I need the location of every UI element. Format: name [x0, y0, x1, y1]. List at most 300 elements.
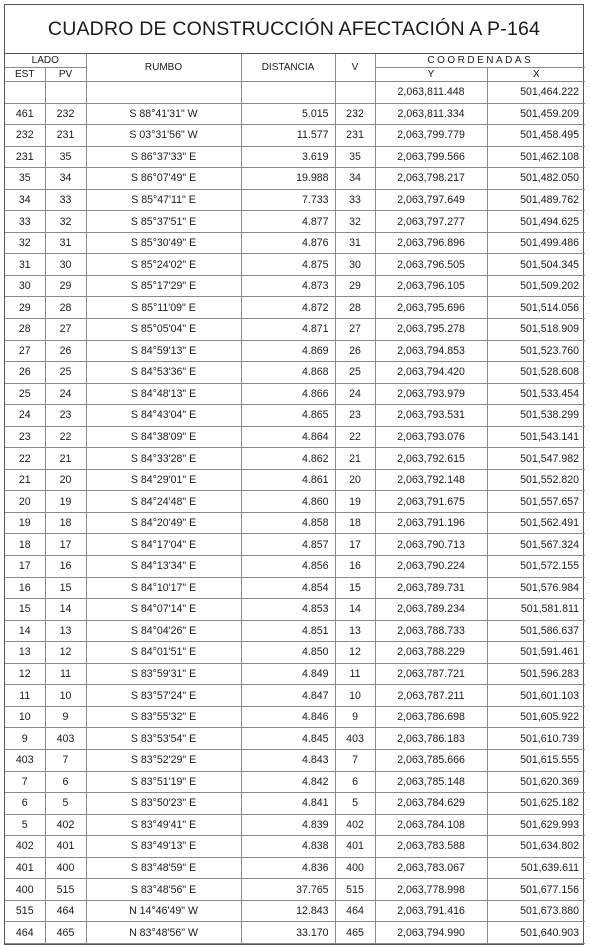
- v-cell: 464: [335, 900, 375, 922]
- est-cell: 10: [5, 706, 45, 728]
- est-cell: 35: [5, 168, 45, 190]
- v-cell: 232: [335, 103, 375, 125]
- table-row: [5, 620, 585, 642]
- distancia-cell: 4.861: [241, 469, 335, 491]
- distancia-cell: 11.577: [241, 125, 335, 147]
- est-cell: 464: [5, 922, 45, 944]
- distancia-cell: 4.838: [241, 836, 335, 858]
- distancia-cell: 4.850: [241, 642, 335, 664]
- rumbo-cell: S 84°29'01" E: [86, 469, 241, 491]
- table-row: [5, 125, 585, 147]
- rumbo-cell: S 83°57'24" E: [86, 685, 241, 707]
- table-row: [5, 297, 585, 319]
- coord-y-cell: 2,063,811.334: [375, 103, 487, 125]
- v-cell: 14: [335, 599, 375, 621]
- distancia-cell: 4.875: [241, 254, 335, 276]
- coord-y-cell: 2,063,790.224: [375, 556, 487, 578]
- rumbo-cell: S 86°37'33" E: [86, 146, 241, 168]
- pv-cell: 19: [45, 491, 86, 513]
- distancia-cell: 4.846: [241, 706, 335, 728]
- rumbo-cell: S 83°52'29" E: [86, 749, 241, 771]
- rumbo-cell: S 85°05'04" E: [86, 319, 241, 341]
- rumbo-cell: S 03°31'56" W: [86, 125, 241, 147]
- distancia-cell: 4.877: [241, 211, 335, 233]
- distancia-cell: 4.843: [241, 749, 335, 771]
- est-cell: 33: [5, 211, 45, 233]
- est-cell: 400: [5, 879, 45, 901]
- table-row: [5, 232, 585, 254]
- v-cell: 24: [335, 383, 375, 405]
- distancia-cell: 4.876: [241, 232, 335, 254]
- coord-y-cell: 2,063,798.217: [375, 168, 487, 190]
- pv-cell: 20: [45, 469, 86, 491]
- distancia-cell: 12.843: [241, 900, 335, 922]
- pv-cell: 464: [45, 900, 86, 922]
- est-cell: 403: [5, 749, 45, 771]
- table-row: [5, 900, 585, 922]
- v-cell: 31: [335, 232, 375, 254]
- v-cell: 33: [335, 189, 375, 211]
- pv-cell: 6: [45, 771, 86, 793]
- rumbo-cell: S 84°20'49" E: [86, 512, 241, 534]
- table-row: [5, 879, 585, 901]
- coord-y-cell: 2,063,796.505: [375, 254, 487, 276]
- header-pv: PV: [45, 68, 86, 82]
- est-cell: 22: [5, 448, 45, 470]
- coord-y-cell: 2,063,793.531: [375, 405, 487, 427]
- coord-x-cell: 501,625.182: [487, 793, 585, 815]
- coord-x-cell: 501,494.625: [487, 211, 585, 233]
- rumbo-cell: S 84°07'14" E: [86, 599, 241, 621]
- v-cell: 12: [335, 642, 375, 664]
- coord-y-cell: 2,063,795.278: [375, 319, 487, 341]
- coord-x-cell: 501,528.608: [487, 362, 585, 384]
- distancia-cell: 4.864: [241, 426, 335, 448]
- coord-y-cell: 2,063,787.211: [375, 685, 487, 707]
- rumbo-cell: S 84°33'28" E: [86, 448, 241, 470]
- rumbo-cell: S 83°59'31" E: [86, 663, 241, 685]
- pv-cell: 31: [45, 232, 86, 254]
- table-row: [5, 642, 585, 664]
- v-cell: 21: [335, 448, 375, 470]
- coord-x-cell: 501,620.369: [487, 771, 585, 793]
- v-cell: 231: [335, 125, 375, 147]
- rumbo-cell: N 83°48'56" W: [86, 922, 241, 944]
- coord-y-cell: 2,063,778.998: [375, 879, 487, 901]
- pv-cell: 231: [45, 125, 86, 147]
- coord-x-cell: 501,639.611: [487, 857, 585, 879]
- est-cell: 231: [5, 146, 45, 168]
- est-cell: 13: [5, 642, 45, 664]
- construction-table: [5, 54, 585, 944]
- coord-y-cell: 2,063,790.713: [375, 534, 487, 556]
- distancia-cell: 4.869: [241, 340, 335, 362]
- v-cell: 32: [335, 211, 375, 233]
- v-cell: 23: [335, 405, 375, 427]
- distancia-cell: 4.865: [241, 405, 335, 427]
- rumbo-cell: S 83°49'41" E: [86, 814, 241, 836]
- empty-cell: [335, 82, 375, 104]
- coord-x-cell: 501,572.155: [487, 556, 585, 578]
- coord-x-cell: 501,518.909: [487, 319, 585, 341]
- table-row: [5, 663, 585, 685]
- rumbo-cell: N 14°46'49" W: [86, 900, 241, 922]
- coord-y-cell: 2,063,784.108: [375, 814, 487, 836]
- table-row: [5, 189, 585, 211]
- v-cell: 9: [335, 706, 375, 728]
- est-cell: 27: [5, 340, 45, 362]
- coord-y-cell: 2,063,795.696: [375, 297, 487, 319]
- table-row: [5, 340, 585, 362]
- header-row-1: [5, 54, 585, 68]
- est-cell: 5: [5, 814, 45, 836]
- pv-cell: 29: [45, 275, 86, 297]
- distancia-cell: 7.733: [241, 189, 335, 211]
- est-cell: 15: [5, 599, 45, 621]
- coord-y-cell: 2,063,791.196: [375, 512, 487, 534]
- table-row: [5, 749, 585, 771]
- v-cell: 17: [335, 534, 375, 556]
- rumbo-cell: S 84°59'13" E: [86, 340, 241, 362]
- coord-y-cell: 2,063,789.731: [375, 577, 487, 599]
- est-cell: 9: [5, 728, 45, 750]
- v-cell: 20: [335, 469, 375, 491]
- table-row: [5, 319, 585, 341]
- pv-cell: 15: [45, 577, 86, 599]
- coord-y-cell: 2,063,796.105: [375, 275, 487, 297]
- est-cell: 232: [5, 125, 45, 147]
- distancia-cell: 4.851: [241, 620, 335, 642]
- coord-x-cell: 501,596.283: [487, 663, 585, 685]
- table-row: [5, 556, 585, 578]
- coord-x-cell: 501,601.103: [487, 685, 585, 707]
- table-row: [5, 706, 585, 728]
- pv-cell: 465: [45, 922, 86, 944]
- table-row: [5, 211, 585, 233]
- rumbo-cell: S 85°24'02" E: [86, 254, 241, 276]
- coord-y-cell: 2,063,791.416: [375, 900, 487, 922]
- table-row: [5, 577, 585, 599]
- coord-y-cell: 2,063,794.990: [375, 922, 487, 944]
- coord-y-cell: 2,063,786.183: [375, 728, 487, 750]
- pv-cell: 12: [45, 642, 86, 664]
- rumbo-cell: S 85°30'49" E: [86, 232, 241, 254]
- v-cell: 22: [335, 426, 375, 448]
- table-row: [5, 448, 585, 470]
- pv-cell: 26: [45, 340, 86, 362]
- coord-y-cell: 2,063,797.649: [375, 189, 487, 211]
- rumbo-cell: S 86°07'49" E: [86, 168, 241, 190]
- pv-cell: 18: [45, 512, 86, 534]
- header-rumbo: RUMBO: [86, 54, 241, 82]
- coord-x-cell: 501,504.345: [487, 254, 585, 276]
- coord-y-cell: 2,063,797.277: [375, 211, 487, 233]
- pv-cell: 515: [45, 879, 86, 901]
- initial-point-row: [5, 82, 585, 104]
- v-cell: 30: [335, 254, 375, 276]
- coord-y-cell: 2,063,792.148: [375, 469, 487, 491]
- pv-cell: 27: [45, 319, 86, 341]
- pv-cell: 232: [45, 103, 86, 125]
- pv-cell: 7: [45, 749, 86, 771]
- coord-x-cell: 501,634.802: [487, 836, 585, 858]
- rumbo-cell: S 88°41'31" W: [86, 103, 241, 125]
- distancia-cell: 19.988: [241, 168, 335, 190]
- coord-x-cell: 501,462.108: [487, 146, 585, 168]
- pv-cell: 30: [45, 254, 86, 276]
- initial-x: 501,464.222: [487, 82, 585, 104]
- coord-x-cell: 501,543.141: [487, 426, 585, 448]
- distancia-cell: 37.765: [241, 879, 335, 901]
- est-cell: 25: [5, 383, 45, 405]
- table-row: [5, 814, 585, 836]
- distancia-cell: 33.170: [241, 922, 335, 944]
- v-cell: 29: [335, 275, 375, 297]
- table-row: [5, 512, 585, 534]
- table-row: [5, 491, 585, 513]
- rumbo-cell: S 84°43'04" E: [86, 405, 241, 427]
- rumbo-cell: S 83°48'59" E: [86, 857, 241, 879]
- coord-x-cell: 501,489.762: [487, 189, 585, 211]
- table-row: [5, 168, 585, 190]
- pv-cell: 5: [45, 793, 86, 815]
- pv-cell: 11: [45, 663, 86, 685]
- coord-y-cell: 2,063,796.896: [375, 232, 487, 254]
- coord-x-cell: 501,459.209: [487, 103, 585, 125]
- est-cell: 28: [5, 319, 45, 341]
- distancia-cell: 4.842: [241, 771, 335, 793]
- coord-y-cell: 2,063,783.588: [375, 836, 487, 858]
- empty-cell: [45, 82, 86, 104]
- construction-table-document: [4, 4, 584, 945]
- table-row: [5, 728, 585, 750]
- coord-x-cell: 501,562.491: [487, 512, 585, 534]
- coord-y-cell: 2,063,787.721: [375, 663, 487, 685]
- header-x: X: [487, 68, 585, 82]
- rumbo-cell: S 84°17'04" E: [86, 534, 241, 556]
- pv-cell: 21: [45, 448, 86, 470]
- table-row: [5, 254, 585, 276]
- pv-cell: 13: [45, 620, 86, 642]
- coord-y-cell: 2,063,793.979: [375, 383, 487, 405]
- pv-cell: 23: [45, 405, 86, 427]
- pv-cell: 402: [45, 814, 86, 836]
- coord-x-cell: 501,581.811: [487, 599, 585, 621]
- v-cell: 19: [335, 491, 375, 513]
- v-cell: 28: [335, 297, 375, 319]
- pv-cell: 25: [45, 362, 86, 384]
- pv-cell: 400: [45, 857, 86, 879]
- rumbo-cell: S 83°48'56" E: [86, 879, 241, 901]
- coord-x-cell: 501,458.495: [487, 125, 585, 147]
- est-cell: 24: [5, 405, 45, 427]
- pv-cell: 34: [45, 168, 86, 190]
- rumbo-cell: S 85°11'09" E: [86, 297, 241, 319]
- coord-x-cell: 501,605.922: [487, 706, 585, 728]
- est-cell: 401: [5, 857, 45, 879]
- est-cell: 7: [5, 771, 45, 793]
- pv-cell: 14: [45, 599, 86, 621]
- distancia-cell: 4.841: [241, 793, 335, 815]
- distancia-cell: 4.853: [241, 599, 335, 621]
- table-row: [5, 836, 585, 858]
- coord-x-cell: 501,576.984: [487, 577, 585, 599]
- coord-x-cell: 501,673.880: [487, 900, 585, 922]
- v-cell: 16: [335, 556, 375, 578]
- est-cell: 34: [5, 189, 45, 211]
- coord-y-cell: 2,063,799.779: [375, 125, 487, 147]
- v-cell: 465: [335, 922, 375, 944]
- header-v: V: [335, 54, 375, 82]
- empty-cell: [86, 82, 241, 104]
- v-cell: 35: [335, 146, 375, 168]
- est-cell: 32: [5, 232, 45, 254]
- table-row: [5, 771, 585, 793]
- table-row: [5, 383, 585, 405]
- coord-x-cell: 501,533.454: [487, 383, 585, 405]
- distancia-cell: 4.854: [241, 577, 335, 599]
- est-cell: 19: [5, 512, 45, 534]
- pv-cell: 32: [45, 211, 86, 233]
- rumbo-cell: S 83°55'32" E: [86, 706, 241, 728]
- coord-x-cell: 501,567.324: [487, 534, 585, 556]
- coord-y-cell: 2,063,784.629: [375, 793, 487, 815]
- coord-y-cell: 2,063,792.615: [375, 448, 487, 470]
- est-cell: 11: [5, 685, 45, 707]
- est-cell: 461: [5, 103, 45, 125]
- v-cell: 27: [335, 319, 375, 341]
- distancia-cell: 4.868: [241, 362, 335, 384]
- est-cell: 14: [5, 620, 45, 642]
- est-cell: 515: [5, 900, 45, 922]
- pv-cell: 401: [45, 836, 86, 858]
- est-cell: 20: [5, 491, 45, 513]
- pv-cell: 9: [45, 706, 86, 728]
- coord-y-cell: 2,063,794.853: [375, 340, 487, 362]
- table-row: [5, 857, 585, 879]
- est-cell: 17: [5, 556, 45, 578]
- v-cell: 401: [335, 836, 375, 858]
- distancia-cell: 5.015: [241, 103, 335, 125]
- v-cell: 13: [335, 620, 375, 642]
- coord-y-cell: 2,063,786.698: [375, 706, 487, 728]
- distancia-cell: 4.862: [241, 448, 335, 470]
- header-lado: LADO: [5, 54, 86, 68]
- coord-x-cell: 501,552.820: [487, 469, 585, 491]
- distancia-cell: 3.619: [241, 146, 335, 168]
- coord-x-cell: 501,615.555: [487, 749, 585, 771]
- v-cell: 10: [335, 685, 375, 707]
- table-row: [5, 146, 585, 168]
- coord-x-cell: 501,499.486: [487, 232, 585, 254]
- rumbo-cell: S 84°04'26" E: [86, 620, 241, 642]
- header-est: EST: [5, 68, 45, 82]
- rumbo-cell: S 85°47'11" E: [86, 189, 241, 211]
- est-cell: 21: [5, 469, 45, 491]
- rumbo-cell: S 83°49'13" E: [86, 836, 241, 858]
- v-cell: 26: [335, 340, 375, 362]
- table-row: [5, 599, 585, 621]
- table-row: [5, 534, 585, 556]
- coord-x-cell: 501,591.461: [487, 642, 585, 664]
- table-row: [5, 275, 585, 297]
- coord-x-cell: 501,523.760: [487, 340, 585, 362]
- table-row: [5, 405, 585, 427]
- pv-cell: 16: [45, 556, 86, 578]
- distancia-cell: 4.849: [241, 663, 335, 685]
- coord-x-cell: 501,509.202: [487, 275, 585, 297]
- distancia-cell: 4.857: [241, 534, 335, 556]
- coord-y-cell: 2,063,788.229: [375, 642, 487, 664]
- coord-x-cell: 501,629.993: [487, 814, 585, 836]
- pv-cell: 22: [45, 426, 86, 448]
- v-cell: 11: [335, 663, 375, 685]
- distancia-cell: 4.836: [241, 857, 335, 879]
- table-row: [5, 793, 585, 815]
- v-cell: 515: [335, 879, 375, 901]
- table-row: [5, 469, 585, 491]
- header-distancia: DISTANCIA: [241, 54, 335, 82]
- coord-x-cell: 501,557.657: [487, 491, 585, 513]
- coord-x-cell: 501,547.982: [487, 448, 585, 470]
- rumbo-cell: S 85°37'51" E: [86, 211, 241, 233]
- rumbo-cell: S 83°51'19" E: [86, 771, 241, 793]
- initial-y: 2,063,811.448: [375, 82, 487, 104]
- rumbo-cell: S 84°10'17" E: [86, 577, 241, 599]
- header-coordenadas: COORDENADAS: [375, 54, 585, 68]
- pv-cell: 17: [45, 534, 86, 556]
- table-row: [5, 922, 585, 944]
- coord-y-cell: 2,063,799.566: [375, 146, 487, 168]
- coord-x-cell: 501,514.056: [487, 297, 585, 319]
- v-cell: 25: [335, 362, 375, 384]
- distancia-cell: 4.873: [241, 275, 335, 297]
- pv-cell: 403: [45, 728, 86, 750]
- v-cell: 34: [335, 168, 375, 190]
- coord-x-cell: 501,586.637: [487, 620, 585, 642]
- coord-x-cell: 501,538.299: [487, 405, 585, 427]
- document-title: CUADRO DE CONSTRUCCIÓN AFECTACIÓN A P-164: [5, 5, 583, 54]
- distancia-cell: 4.872: [241, 297, 335, 319]
- distancia-cell: 4.860: [241, 491, 335, 513]
- distancia-cell: 4.845: [241, 728, 335, 750]
- pv-cell: 10: [45, 685, 86, 707]
- coord-x-cell: 501,610.739: [487, 728, 585, 750]
- coord-y-cell: 2,063,793.076: [375, 426, 487, 448]
- est-cell: 6: [5, 793, 45, 815]
- rumbo-cell: S 83°50'23" E: [86, 793, 241, 815]
- est-cell: 29: [5, 297, 45, 319]
- coord-y-cell: 2,063,785.666: [375, 749, 487, 771]
- coord-y-cell: 2,063,789.234: [375, 599, 487, 621]
- v-cell: 18: [335, 512, 375, 534]
- distancia-cell: 4.847: [241, 685, 335, 707]
- est-cell: 18: [5, 534, 45, 556]
- pv-cell: 35: [45, 146, 86, 168]
- distancia-cell: 4.856: [241, 556, 335, 578]
- coord-y-cell: 2,063,791.675: [375, 491, 487, 513]
- distancia-cell: 4.866: [241, 383, 335, 405]
- coord-y-cell: 2,063,794.420: [375, 362, 487, 384]
- pv-cell: 28: [45, 297, 86, 319]
- v-cell: 5: [335, 793, 375, 815]
- v-cell: 7: [335, 749, 375, 771]
- rumbo-cell: S 84°01'51" E: [86, 642, 241, 664]
- rumbo-cell: S 83°53'54" E: [86, 728, 241, 750]
- table-row: [5, 426, 585, 448]
- empty-cell: [5, 82, 45, 104]
- est-cell: 26: [5, 362, 45, 384]
